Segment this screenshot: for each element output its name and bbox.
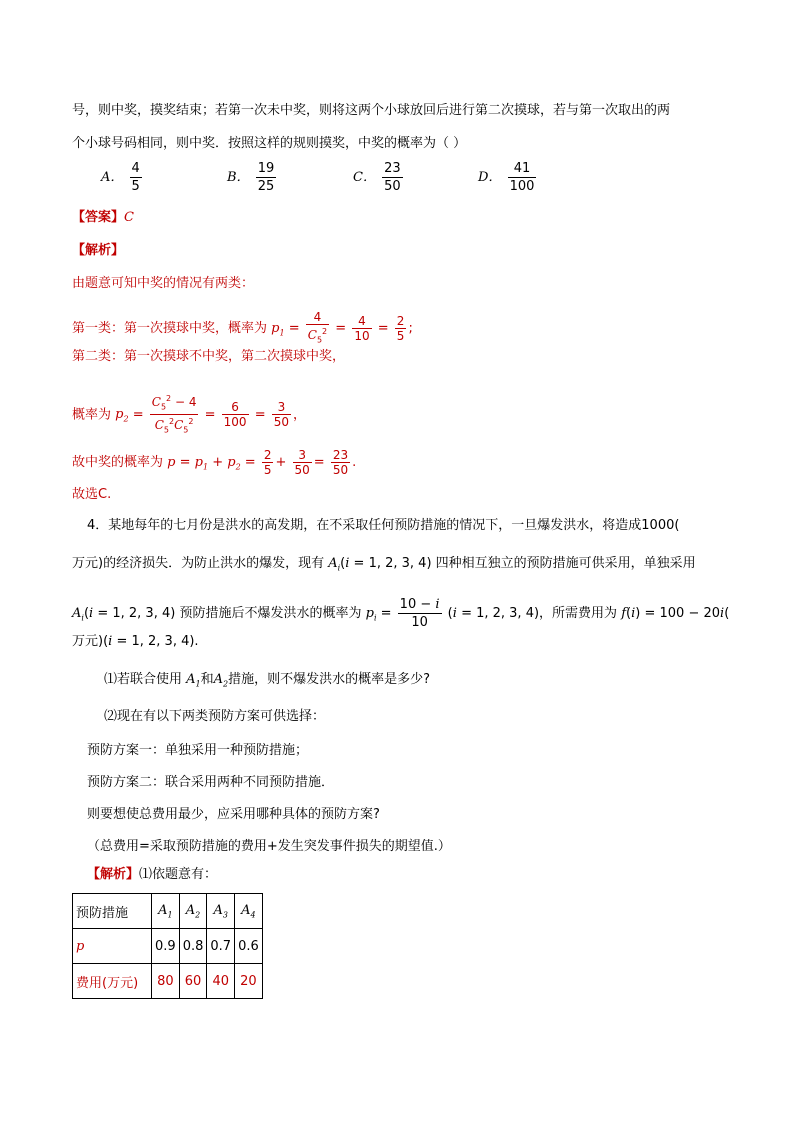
- problem4-line4: 万元)(i = 1, 2, 3, 4).: [72, 634, 199, 649]
- option-a: A． $\frac{4}{5}$: [101, 161, 140, 194]
- answer-line: [72, 208, 134, 228]
- solution-line4: 概率为 $p_2$ = $\frac{C_5^2 - 4}{C_5^2C_5^2}$ = $\frac{6}{100}$ = $\frac{3}{50}$ ，: [72, 392, 306, 438]
- solution-line3: 第二类：第一次摸球不中奖，第二次摸球中奖，: [72, 349, 346, 364]
- table-row-label-cost: 费用(万元): [73, 964, 152, 999]
- table-row: [73, 964, 263, 999]
- table-cell: 80: [152, 964, 180, 999]
- note-line: （总费用=采取预防措施的费用+发生突发事件损失的期望值.）: [87, 839, 451, 854]
- table-cell: 60: [179, 964, 207, 999]
- answer-value: C: [124, 210, 134, 225]
- option-c: C． $\frac{23}{50}$: [353, 161, 401, 194]
- problem3-line1: 号，则中奖，摸奖结束；若第一次未中奖，则将这两个小球放回后进行第二次摸球，若与第一次取出的两: [72, 103, 671, 118]
- problem4-line3: $A_i(i = 1$, 2, 3, 4) 预防措施后不爆发洪水的概率为 $p_i$ = $\frac{10 - i}{10}$ (i = 1, 2, 3, 4)，所需费用为 f(i) = 100 − 20i(: [72, 597, 730, 630]
- question-1: ⑴若联合使用 $A_1$和$A_2$措施，则不爆发洪水的概率是多少?: [104, 672, 431, 689]
- table-col-a3: $A_3$: [207, 894, 235, 929]
- solution-line1: 由题意可知中奖的情况有两类：: [72, 276, 255, 291]
- answer-tag: 【答案】: [72, 210, 125, 225]
- problem4-line2: 万元)的经济损失．为防止洪水的爆发，现有 $A_i(i = 1$, 2, 3, 4) 四种相互独立的预防措施可供采用，单独采用: [72, 556, 696, 573]
- table-cell: 40: [207, 964, 235, 999]
- solution-line5: 故中奖的概率为 $p = p_1 + p_2$ = $\frac{2}{5}$ + $\frac{3}{50}$ = $\frac{23}{50}$ .: [72, 448, 357, 477]
- plan-2: 预防方案二：联合采用两种不同预防措施．: [87, 775, 335, 790]
- solution-line2: 第一类：第一次摸球中奖，概率为 $p_1$ = $\frac{4}{C_5^2}$ = $\frac{4}{10}$ = $\frac{2}{5}$ ;: [72, 310, 413, 347]
- measures-table: [72, 893, 263, 999]
- question-2: ⑵现在有以下两类预防方案可供选择：: [104, 709, 326, 724]
- table-header-cell: 预防措施: [73, 894, 152, 929]
- analysis-line-4: 【解析】⑴依题意有：: [87, 867, 218, 882]
- problem3-line2: 个小球号码相同，则中奖．按照这样的规则摸奖，中奖的概率为（ ）: [72, 136, 467, 151]
- table-cell: 20: [235, 964, 263, 999]
- table-cell: 0.9: [152, 929, 180, 964]
- plan-1: 预防方案一：单独采用一种预防措施；: [87, 743, 309, 758]
- problem4-line1: 4．某地每年的七月份是洪水的高发期，在不采取任何预防措施的情况下，一旦爆发洪水，将造成1000(: [87, 518, 680, 533]
- table-col-a2: $A_2$: [179, 894, 207, 929]
- table-col-a4: $A_4$: [235, 894, 263, 929]
- table-cell: 0.8: [179, 929, 207, 964]
- analysis-tag-3: 【解析】: [72, 243, 125, 258]
- ask-line: 则要想使总费用最少，应采用哪种具体的预防方案?: [87, 807, 380, 822]
- table-cell: 0.6: [235, 929, 263, 964]
- table-row: [73, 929, 263, 964]
- table-row: [73, 894, 263, 929]
- solution-line6: 故选C.: [72, 487, 112, 502]
- option-d: D． $\frac{41}{100}$: [478, 161, 535, 194]
- table-cell: 0.7: [207, 929, 235, 964]
- table-col-a1: $A_1$: [152, 894, 180, 929]
- option-b: B． $\frac{19}{25}$: [227, 161, 275, 194]
- table-row-label-p: p: [73, 929, 152, 964]
